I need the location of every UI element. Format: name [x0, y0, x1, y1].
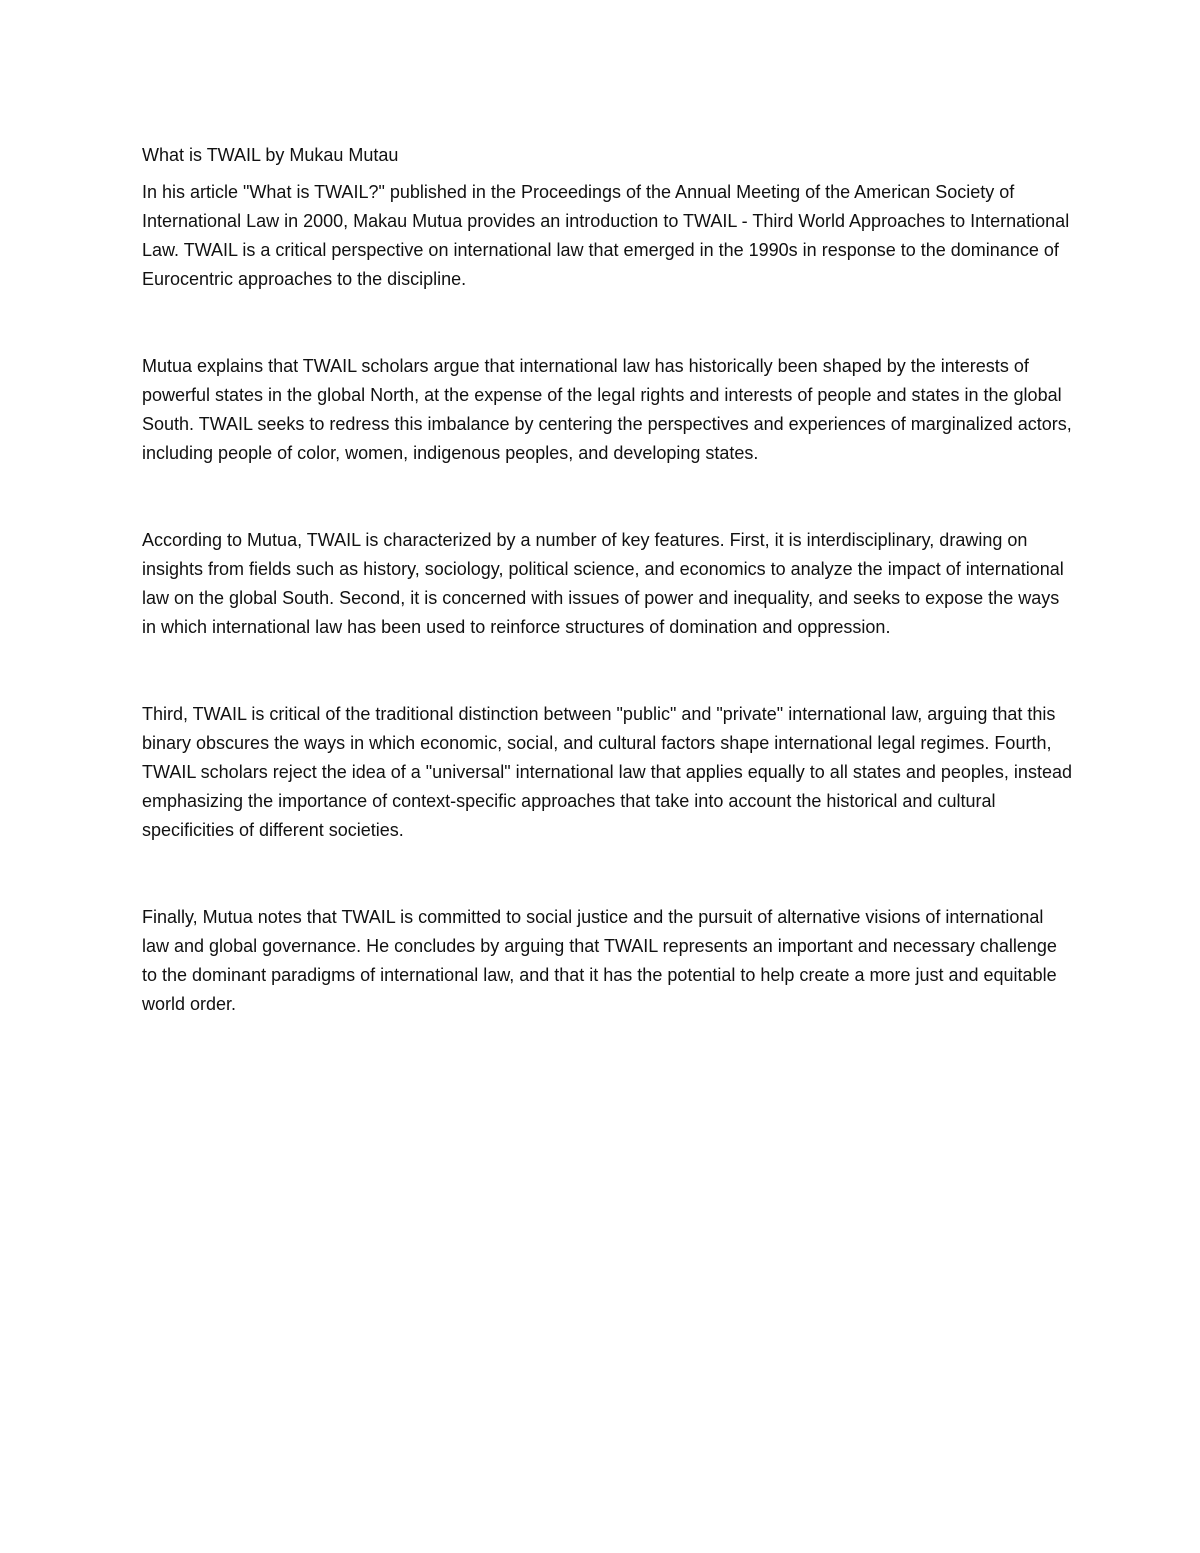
document-title: What is TWAIL by Mukau Mutau: [142, 145, 399, 165]
paragraph-public-private: Third, TWAIL is critical of the traditional distinction between "public" and "private" international law, arguing that this binary obscures the ways in which economic, social, and cultural factors shape international legal regimes. Fourth, TWAIL scholars reject the idea of a "universal" international law that applies equally to all states and peoples, instead emphasizing the importance of context-specific approaches that take into account the historical and cultural specificities of different societies.: [142, 704, 1072, 840]
paragraph-north-south: Mutua explains that TWAIL scholars argue that international law has historically been shaped by the interests of powerful states in the global North, at the expense of the legal rights and interests of people and states in the global South. TWAIL seeks to redress this imbalance by centering the perspectives and experiences of marginalized actors, including people of color, women, indigenous peoples, and developing states.: [142, 356, 1072, 463]
paragraph-key-features: According to Mutua, TWAIL is characterized by a number of key features. First, it is interdisciplinary, drawing on insights from fields such as history, sociology, political science, and economics to analyze the impact of international law on the global South. Second, it is concerned with issues of power and inequality, and seeks to expose the ways in which international law has been used to reinforce structures of domination and oppression.: [142, 530, 1064, 637]
paragraph-intro: In his article "What is TWAIL?" published in the Proceedings of the Annual Meeting of the American Society of International Law in 2000, Makau Mutua provides an introduction to TWAIL - Third World Approaches to International Law. TWAIL is a critical perspective on international law that emerged in the 1990s in response to the dominance of Eurocentric approaches to the discipline.: [142, 182, 1070, 289]
paragraph-conclusion: Finally, Mutua notes that TWAIL is committed to social justice and the pursuit of alternative visions of international law and global governance. He concludes by arguing that TWAIL represents an important and necessary challenge to the dominant paradigms of international law, and that it has the potential to help create a more just and equitable world order.: [142, 907, 1057, 1014]
document-body: [142, 141, 1072, 1077]
